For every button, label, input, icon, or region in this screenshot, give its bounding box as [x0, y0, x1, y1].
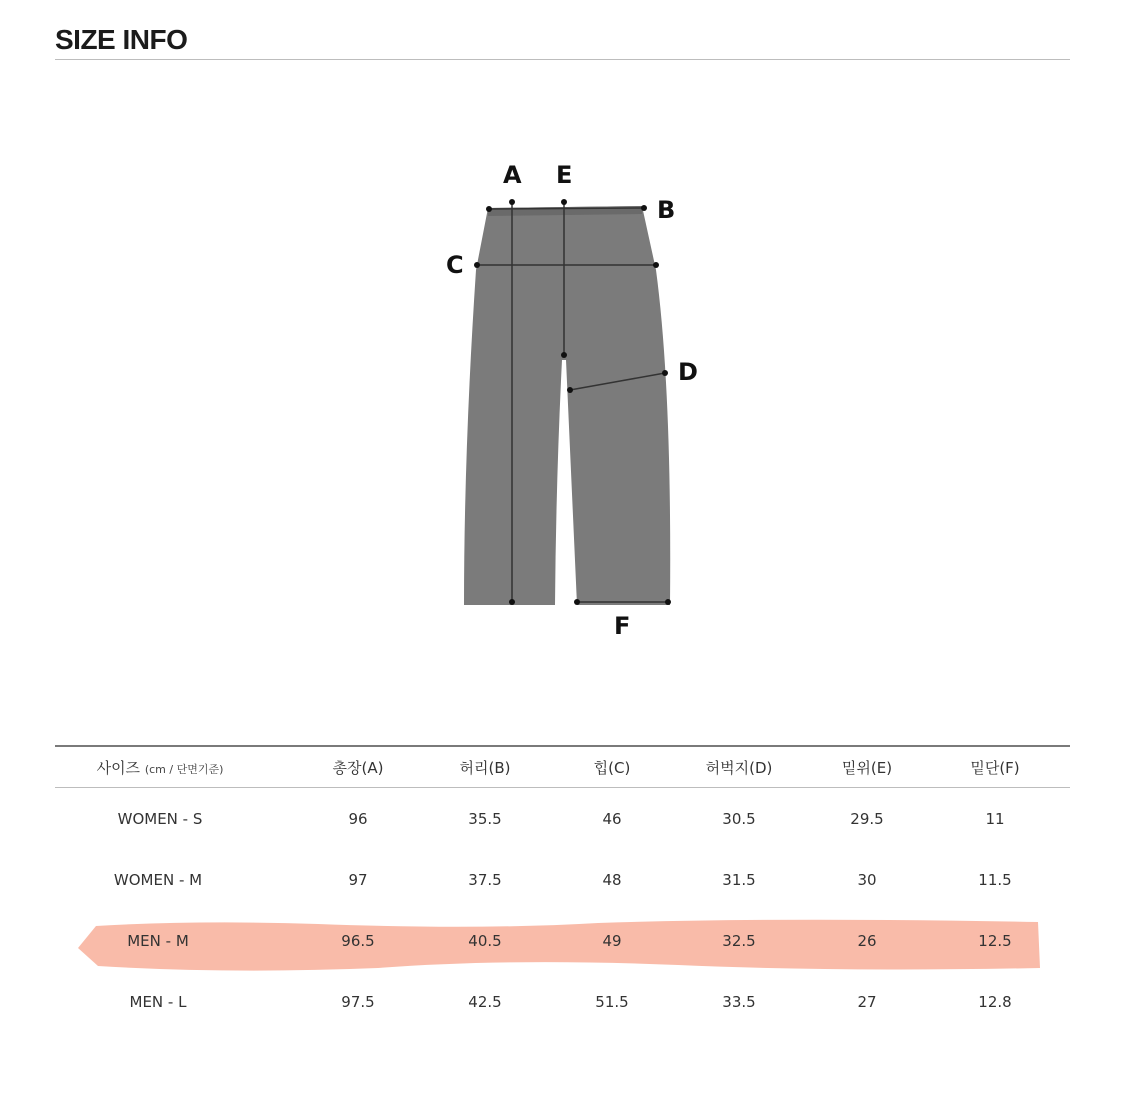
- header-rise: 밑위(E): [841, 759, 893, 777]
- table-row: [55, 807, 1070, 831]
- row-value: 96.5: [341, 932, 375, 950]
- page-title: SIZE INFO: [55, 24, 188, 55]
- row-value: 96: [348, 810, 368, 828]
- table-row: [55, 990, 1070, 1014]
- row-value: 30.5: [722, 810, 756, 828]
- row-value: 35.5: [468, 810, 502, 828]
- row-value: 46: [602, 810, 622, 828]
- row-size: WOMEN - M: [113, 871, 203, 889]
- row-value: 12.5: [978, 932, 1012, 950]
- header-size: [80, 756, 240, 782]
- table-header-rule: [55, 787, 1070, 788]
- header-hem: 밑단(F): [970, 759, 1020, 777]
- row-value: 97: [348, 871, 368, 889]
- row-value: 30: [857, 871, 877, 889]
- row-value: 33.5: [722, 993, 756, 1011]
- title-divider: [55, 59, 1070, 60]
- pants-shape: [464, 206, 670, 605]
- table-row-highlighted: [55, 929, 1070, 953]
- label-a: A: [503, 161, 522, 189]
- row-value: 12.8: [978, 993, 1012, 1011]
- row-value: 31.5: [722, 871, 756, 889]
- label-e: E: [556, 161, 573, 189]
- header-size-note: (cm / 단면기준): [144, 763, 224, 776]
- row-value: 29.5: [850, 810, 884, 828]
- header-hip: 힙(C): [593, 759, 631, 777]
- row-value: 32.5: [722, 932, 756, 950]
- table-top-rule: [55, 745, 1070, 747]
- table-header-row: [55, 756, 1070, 780]
- row-value: 27: [857, 993, 877, 1011]
- row-value: 49: [602, 932, 622, 950]
- label-c: C: [446, 251, 464, 279]
- table-row: [55, 868, 1070, 892]
- row-value: 97.5: [341, 993, 375, 1011]
- header-thigh: 허벅지(D): [705, 759, 773, 777]
- label-b: B: [657, 196, 676, 224]
- row-size: MEN - M: [127, 932, 189, 950]
- row-value: 11.5: [978, 871, 1012, 889]
- row-size: MEN - L: [129, 993, 187, 1011]
- row-size: WOMEN - S: [117, 810, 203, 828]
- header-length: 총장(A): [332, 759, 384, 777]
- row-value: 40.5: [468, 932, 502, 950]
- header-waist: 허리(B): [459, 759, 511, 777]
- row-value: 11: [985, 810, 1005, 828]
- header-size-label: 사이즈: [96, 759, 141, 777]
- label-f: F: [614, 612, 631, 640]
- row-value: 37.5: [468, 871, 502, 889]
- row-value: 48: [602, 871, 622, 889]
- pants-diagram: [420, 150, 740, 650]
- label-d: D: [678, 358, 698, 386]
- pants-illustration: [420, 150, 740, 650]
- row-value: 26: [857, 932, 877, 950]
- row-value: 51.5: [595, 993, 629, 1011]
- measure-line-b: [489, 208, 644, 209]
- row-value: 42.5: [468, 993, 502, 1011]
